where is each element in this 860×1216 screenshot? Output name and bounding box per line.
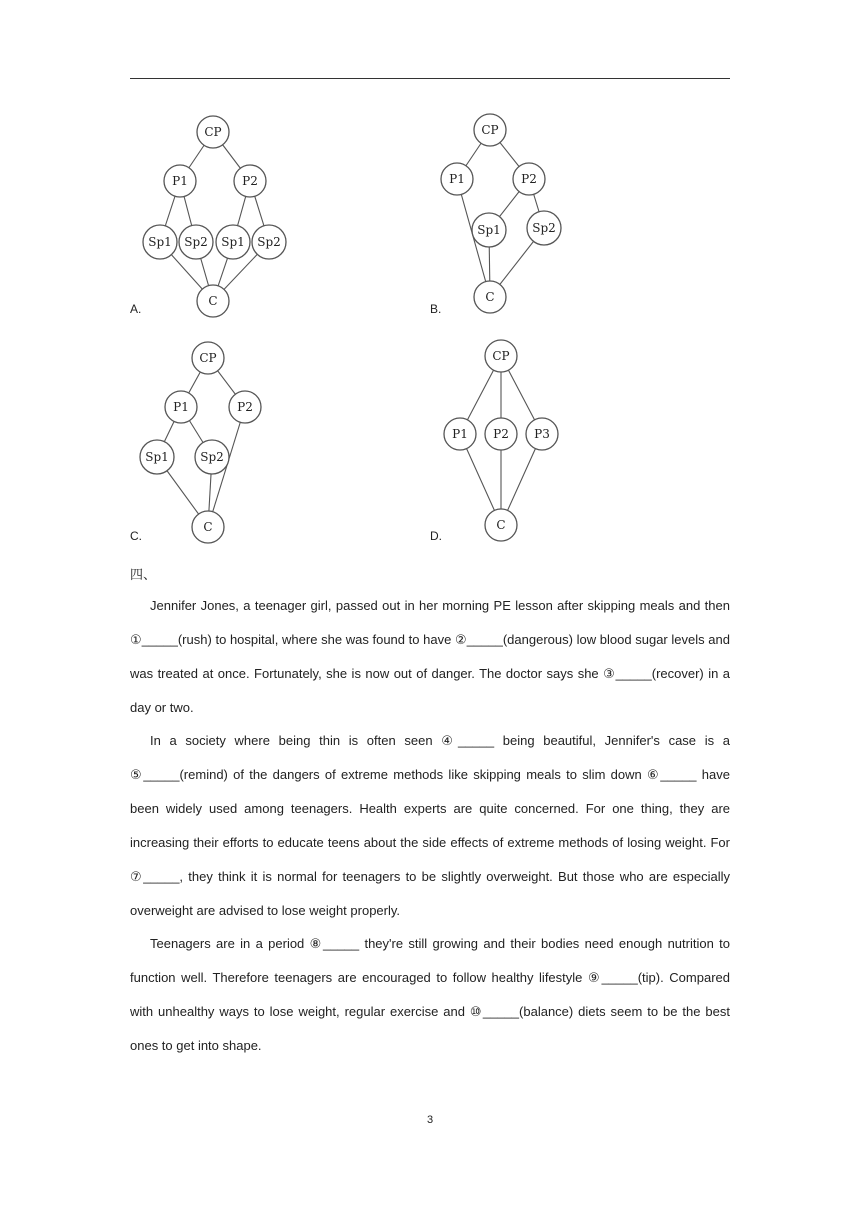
svg-text:Sp1: Sp1 [221, 235, 245, 249]
svg-text:P1: P1 [452, 427, 468, 441]
node-p1 [165, 391, 197, 423]
svg-text:P1: P1 [173, 400, 189, 414]
node-cp [485, 340, 517, 372]
page-number: 3 [426, 1114, 434, 1126]
option-label-a: A. [130, 302, 142, 316]
node-sp1 [143, 225, 177, 259]
svg-text:P1: P1 [449, 172, 465, 186]
node-p1 [164, 165, 196, 197]
paragraph-2: In a society where being thin is often seen ④_____ being beautiful, Jennifer's case is a ⑤_____(remind) of the dangers of extreme methods like skipping meals to slim down ⑥_____ have been widely used among teenagers. Health experts are quite concerned. For one thing, they are increasing their efforts to educate teens about the side effects of extreme methods of losing weight. For ⑦_____, they think it is normal for teenagers to be slightly overweight. But those who are especially overweight are advised to lose weight properly. [130, 733, 730, 918]
svg-text:CP: CP [199, 351, 217, 365]
node-p2 [485, 418, 517, 450]
node-p2 [229, 391, 261, 423]
svg-text:Sp1: Sp1 [145, 450, 169, 464]
section-heading: 四、 [130, 568, 157, 583]
svg-text:P2: P2 [493, 427, 509, 441]
node-c [474, 281, 506, 313]
node-cp [197, 116, 229, 148]
option-label-b: B. [430, 302, 442, 316]
svg-text:Sp1: Sp1 [148, 235, 172, 249]
node-cp [192, 342, 224, 374]
option-label-c: C. [130, 529, 142, 543]
node-c [192, 511, 224, 543]
node-cp [474, 114, 506, 146]
node-sp1 [472, 213, 506, 247]
diagram-b [440, 112, 580, 317]
node-sp2 [252, 225, 286, 259]
option-label-d: D. [430, 529, 442, 543]
svg-text:C: C [208, 294, 218, 308]
svg-text:Sp2: Sp2 [257, 235, 281, 249]
node-p1 [441, 163, 473, 195]
diagram-c [138, 340, 268, 545]
svg-text:C: C [203, 520, 213, 534]
svg-text:CP: CP [204, 125, 222, 139]
svg-text:Sp2: Sp2 [184, 235, 208, 249]
diagram-d [440, 340, 565, 545]
paragraph-3: Teenagers are in a period ⑧_____ they're still growing and their bodies need enough nutrition to function well. Therefore teenagers are encouraged to follow healthy lifestyle ⑨_____(tip). Compared with unhealthy ways to lose weight, regular exercise and ⑩_____(balance) diets seem to be the best ones to get into shape. [130, 936, 730, 1053]
svg-text:P2: P2 [521, 172, 537, 186]
node-p3 [526, 418, 558, 450]
node-c [197, 285, 229, 317]
svg-text:C: C [485, 290, 495, 304]
node-sp2 [527, 211, 561, 245]
node-sp2 [195, 440, 229, 474]
svg-text:P2: P2 [237, 400, 253, 414]
svg-text:Sp1: Sp1 [477, 223, 501, 237]
paragraph-1: Jennifer Jones, a teenager girl, passed out in her morning PE lesson after skipping meals and then ①_____(rush) to hospital, where she was found to have ②_____(dangerous) low blood sugar levels and was treated at once. Fortunately, she is now out of danger. The doctor says she ③_____(recover) in a day or two. [130, 598, 730, 715]
svg-text:CP: CP [481, 123, 499, 137]
node-p2 [513, 163, 545, 195]
node-sp1 [216, 225, 250, 259]
node-c [485, 509, 517, 541]
svg-text:CP: CP [492, 349, 510, 363]
svg-text:P1: P1 [172, 174, 188, 188]
svg-text:P3: P3 [534, 427, 550, 441]
node-p1 [444, 418, 476, 450]
diagram-a [140, 112, 290, 317]
node-sp1 [140, 440, 174, 474]
node-p2 [234, 165, 266, 197]
svg-text:P2: P2 [242, 174, 258, 188]
svg-text:Sp2: Sp2 [532, 221, 556, 235]
svg-text:C: C [496, 518, 506, 532]
header-rule [130, 78, 730, 79]
svg-text:Sp2: Sp2 [200, 450, 224, 464]
node-sp2 [179, 225, 213, 259]
